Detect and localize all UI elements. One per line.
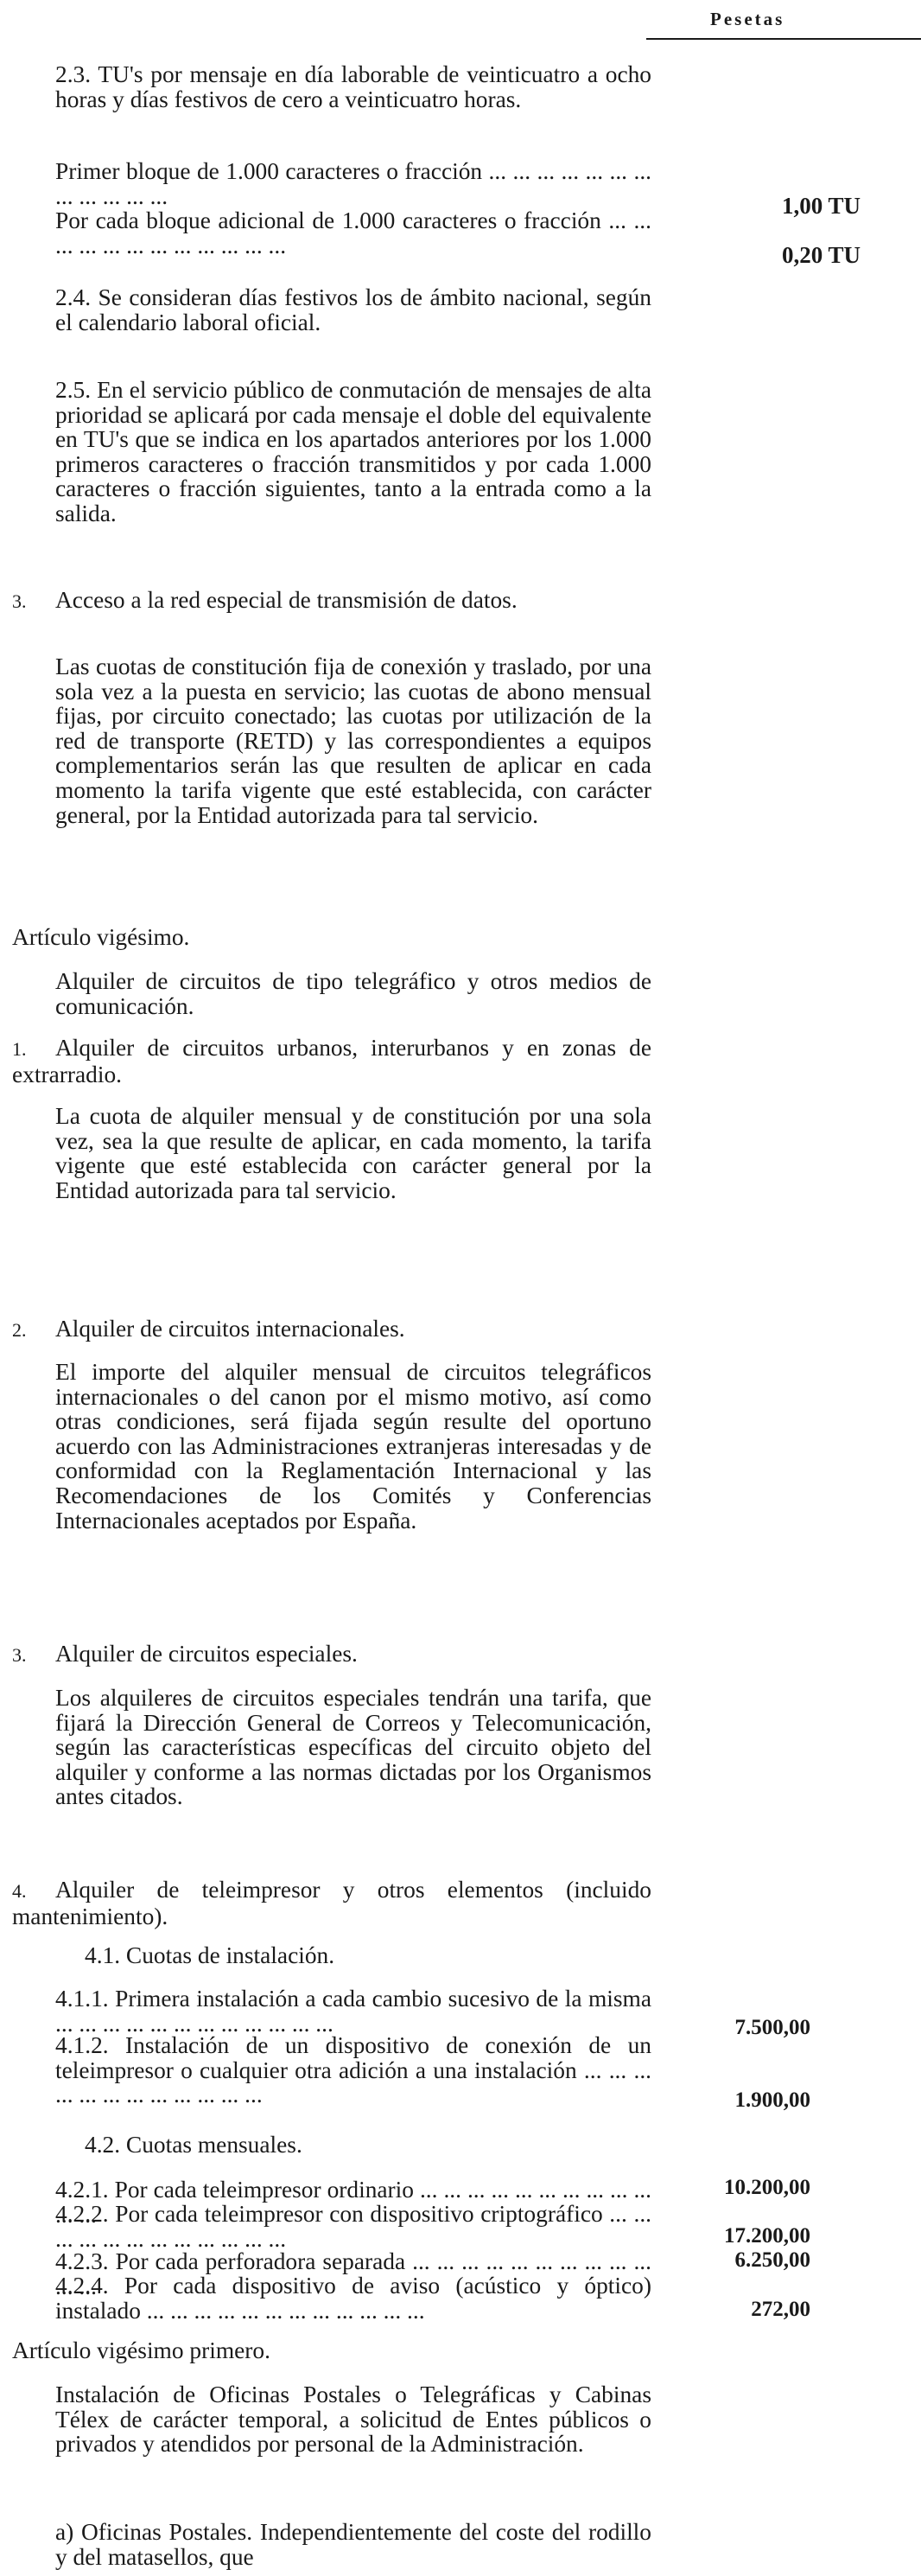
amount-4-2-3: 6.250,00 (734, 2248, 810, 2272)
tariff-line-additional-block: Por cada bloque adicional de 1.000 caracteres o fracción ... . (55, 208, 651, 258)
article-20-intro: Alquiler de circuitos de tipo telegráfico y otros medios de comunicación. (55, 968, 651, 1019)
heading-3-data-network: 3. Acceso a la red especial de transmisión de datos. (12, 587, 518, 613)
paragraph-2-4: 2.4. Se consideran días festivos los de ámbito nacional, según el calendario laboral oficial. (55, 284, 651, 335)
paragraph-3-special-body: Los alquileres de circuitos especiales tendrán una tarifa, que fijará la Dirección General de Correos y Telecomunicación, según las características específicas del circuito objeto del alquiler y conforme a las normas dictadas por los Organismos antes citados. (55, 1685, 651, 1810)
heading-4-teleprinter: 4. Alquiler de teleimpresor y otros elementos (incluido mantenimiento). (12, 1877, 651, 1929)
heading-2-international: 2. Alquiler de circuitos internacionales. (12, 1316, 405, 1342)
heading-1-urban-circuits: 1. Alquiler de circuitos urbanos, interurbanos y en zonas de extrarradio. (12, 1035, 651, 1087)
article-21-intro: Instalación de Oficinas Postales o Telegráficas y Cabinas Télex de carácter temporal, a solicitud de Entes públicos o privados y atendidos por personal de la Administración. (55, 2382, 651, 2458)
line-4-2-2: 4.2.2. Por cada teleimpresor con dispositivo criptográfico ... . (55, 2202, 651, 2251)
paragraph-2-body: El importe del alquiler mensual de circuitos telegráficos internacionales o del canon por el mismo motivo, así como otras condiciones, será fijada según resulte del oportuno acuerdo con las Administraciones extranjeras interesadas y de conformidad con la Reglamentación Internacional y las Recomendaciones de los Comités y Conferencias Internacionales aceptados por España. (55, 1359, 651, 1533)
paragraph-2-5: 2.5. En el servicio público de conmutación de mensajes de alta prioridad se aplicará por cada mensaje el doble del equivalente en TU's que se indica en los apartados anteriores por los 1.000 primeros caracteres o fracción transmitidos y por cada 1.000 caracteres o fracción siguientes, tanto a la entrada como a la salida. (55, 377, 651, 526)
header-rule (646, 38, 921, 40)
line-4-1-2: 4.1.2. Instalación de un dispositivo de conexión de un teleimpresor o cualquier otra adición a una instalación ... . (55, 2033, 651, 2107)
amount-4-1-2: 1.900,00 (734, 2088, 810, 2112)
paragraph-2-3: 2.3. TU's por mensaje en día laborable de veinticuatro a ocho horas y días festivos de cero a veinticuatro horas. (55, 61, 651, 112)
line-4-2-1: 4.2.1. Por cada teleimpresor ordinario ... . (55, 2177, 651, 2227)
article-21-item-a: a) Oficinas Postales. Independientemente del coste del rodillo y del matasellos, que (55, 2519, 651, 2570)
line-4-1-1: 4.1.1. Primera instalación a cada cambio sucesivo de la misma ... . (55, 1986, 651, 2036)
amount-4-2-4: 272,00 (751, 2298, 810, 2321)
line-4-2-4: 4.2.4. Por cada dispositivo de aviso (acústico y óptico) instalado ... . (55, 2273, 651, 2323)
tariff-line-first-block: Primer bloque de 1.000 caracteres o fracción ... . (55, 159, 651, 208)
paragraph-3-body: Las cuotas de constitución fija de conexión y traslado, por una sola vez a la puesta en servicio; las cuotas de abono mensual fijas, por circuito conectado; las cuotas por utilización de la red de transporte (RETD) y las correspondientes a equipos complementarios serán las que resulten de aplicar en cada momento la tarifa vigente que esté establecida, con carácter general, por la Entidad autorizada para tal servicio. (55, 654, 651, 828)
line-4-2-3: 4.2.3. Por cada perforadora separada ... . (55, 2249, 651, 2299)
amount-additional-block: 0,20 TU (781, 242, 861, 268)
amount-first-block: 1,00 TU (781, 193, 861, 219)
column-header-pesetas: Pesetas (710, 9, 785, 29)
article-20-heading: Artículo vigésimo. (12, 924, 190, 950)
amount-4-2-2: 17.200,00 (724, 2224, 810, 2248)
amount-4-1-1: 7.500,00 (734, 2016, 810, 2039)
amount-4-2-1: 10.200,00 (724, 2176, 810, 2199)
heading-4-1: 4.1. Cuotas de instalación. (85, 1942, 335, 1968)
paragraph-1-body: La cuota de alquiler mensual y de constitución por una sola vez, sea la que resulte de aplicar, en cada momento, la tarifa vigente que esté establecida con carácter general por la Entidad autorizada para tal servicio. (55, 1103, 651, 1203)
heading-4-2: 4.2. Cuotas mensuales. (85, 2132, 302, 2158)
article-21-heading: Artículo vigésimo primero. (12, 2337, 270, 2363)
heading-3-special: 3. Alquiler de circuitos especiales. (12, 1641, 358, 1667)
